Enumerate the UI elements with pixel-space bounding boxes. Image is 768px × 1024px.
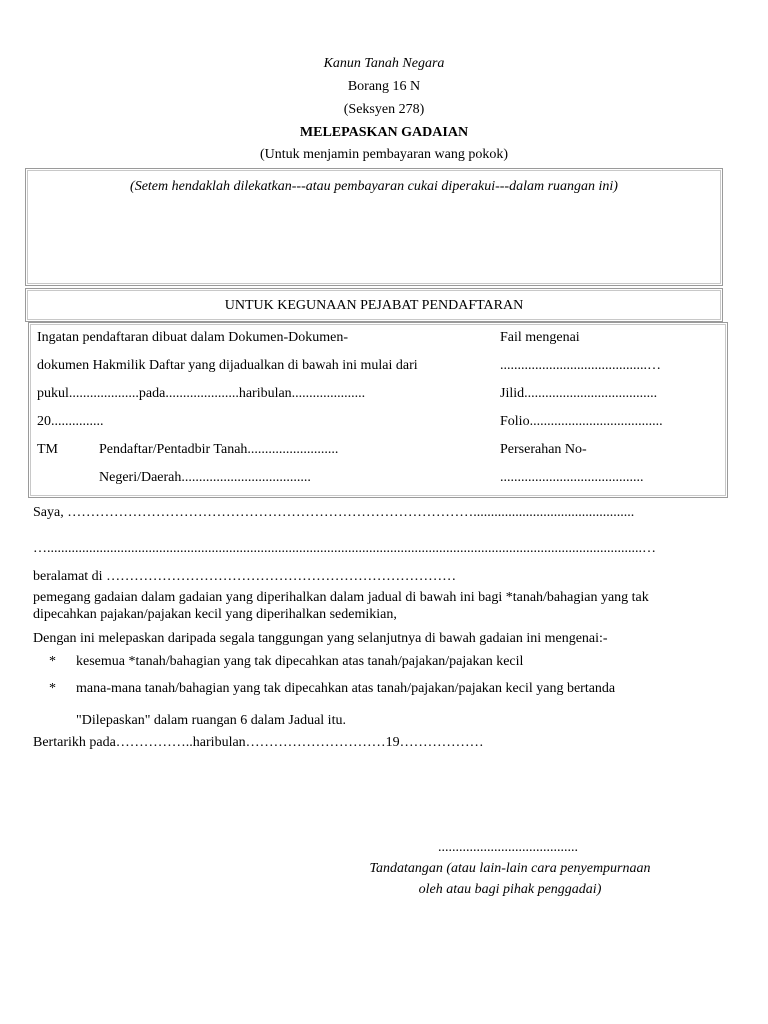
stamp-note: (Setem hendaklah dilekatkan---atau pembayaran cukai diperakui---dalam ruangan ini) [130,179,618,194]
mortgagee-name-continuation: …..........................................................................................................................................................................… [33,541,656,556]
bullet-asterisk-2: * [49,681,56,696]
registry-note-line2: dokumen Hakmilik Daftar yang dijadualkan di bawah ini mulai dari [37,358,418,373]
section-reference: (Seksyen 278) [343,102,425,117]
registry-heading-box [25,288,723,322]
dated-line: Bertarikh pada……………..haribulan…………………………19……………… [33,735,484,750]
registry-tm-label: TM [37,442,58,457]
presentation-field: ......................................... [500,470,644,485]
mortgagee-name-line: Saya, …………………………………………………………………………….............................................. [33,505,635,520]
file-field: ..........................................… [500,358,661,373]
bullet2-continuation: "Dilepaskan" dalam ruangan 6 dalam Jadual itu. [76,713,346,728]
form-title: MELEPASKAN GADAIAN [299,125,469,140]
paragraph1-line1: pemegang gadaian dalam gadaian yang diperihalkan dalam jadual di bawah ini bagi *tanah/bahagian yang tak [33,590,649,605]
registry-heading: UNTUK KEGUNAAN PEJABAT PENDAFTARAN [224,298,524,313]
signature-caption-line2: oleh atau bagi pihak penggadai) [418,882,602,897]
bullet-asterisk-1: * [49,654,56,669]
paragraph1-line2: dipecahkan pajakan/pajakan kecil yang diperihalkan sedemikian, [33,607,397,622]
bullet1-text: kesemua *tanah/bahagian yang tak dipecahkan atas tanah/pajakan/pajakan kecil [76,654,524,669]
registry-note-line1: Ingatan pendaftaran dibuat dalam Dokumen-Dokumen- [37,330,349,345]
release-statement: Dengan ini melepaskan daripada segala tanggungan yang selanjutnya di bawah gadaian ini mengenai:- [33,631,608,646]
folio-field: Folio...................................... [500,414,663,429]
form-subtitle: (Untuk menjamin pembayaran wang pokok) [259,147,509,162]
stamp-box [25,168,723,286]
registry-state-line: Negeri/Daerah..................................... [99,470,311,485]
file-label: Fail mengenai [500,330,580,345]
signature-dots: ........................................ [438,840,578,855]
volume-field: Jilid...................................... [500,386,658,401]
signature-caption-line1: Tandatangan (atau lain-lain cara penyempurnaan [369,861,651,876]
act-title: Kanun Tanah Negara [323,56,445,71]
registry-time-date-line: pukul....................pada.....................haribulan..................... [37,386,366,401]
registry-registrar-line: Pendaftar/Pentadbir Tanah.......................... [99,442,339,457]
registry-details-box [28,322,728,498]
presentation-label: Perserahan No- [500,442,587,457]
registry-year-line: 20............... [37,414,104,429]
bullet2-text: mana-mana tanah/bahagian yang tak dipecahkan atas tanah/pajakan/pajakan kecil yang bertanda [76,681,616,696]
form-number: Borang 16 N [347,79,421,94]
address-line: beralamat di ………………………………………………………………… [33,569,457,584]
